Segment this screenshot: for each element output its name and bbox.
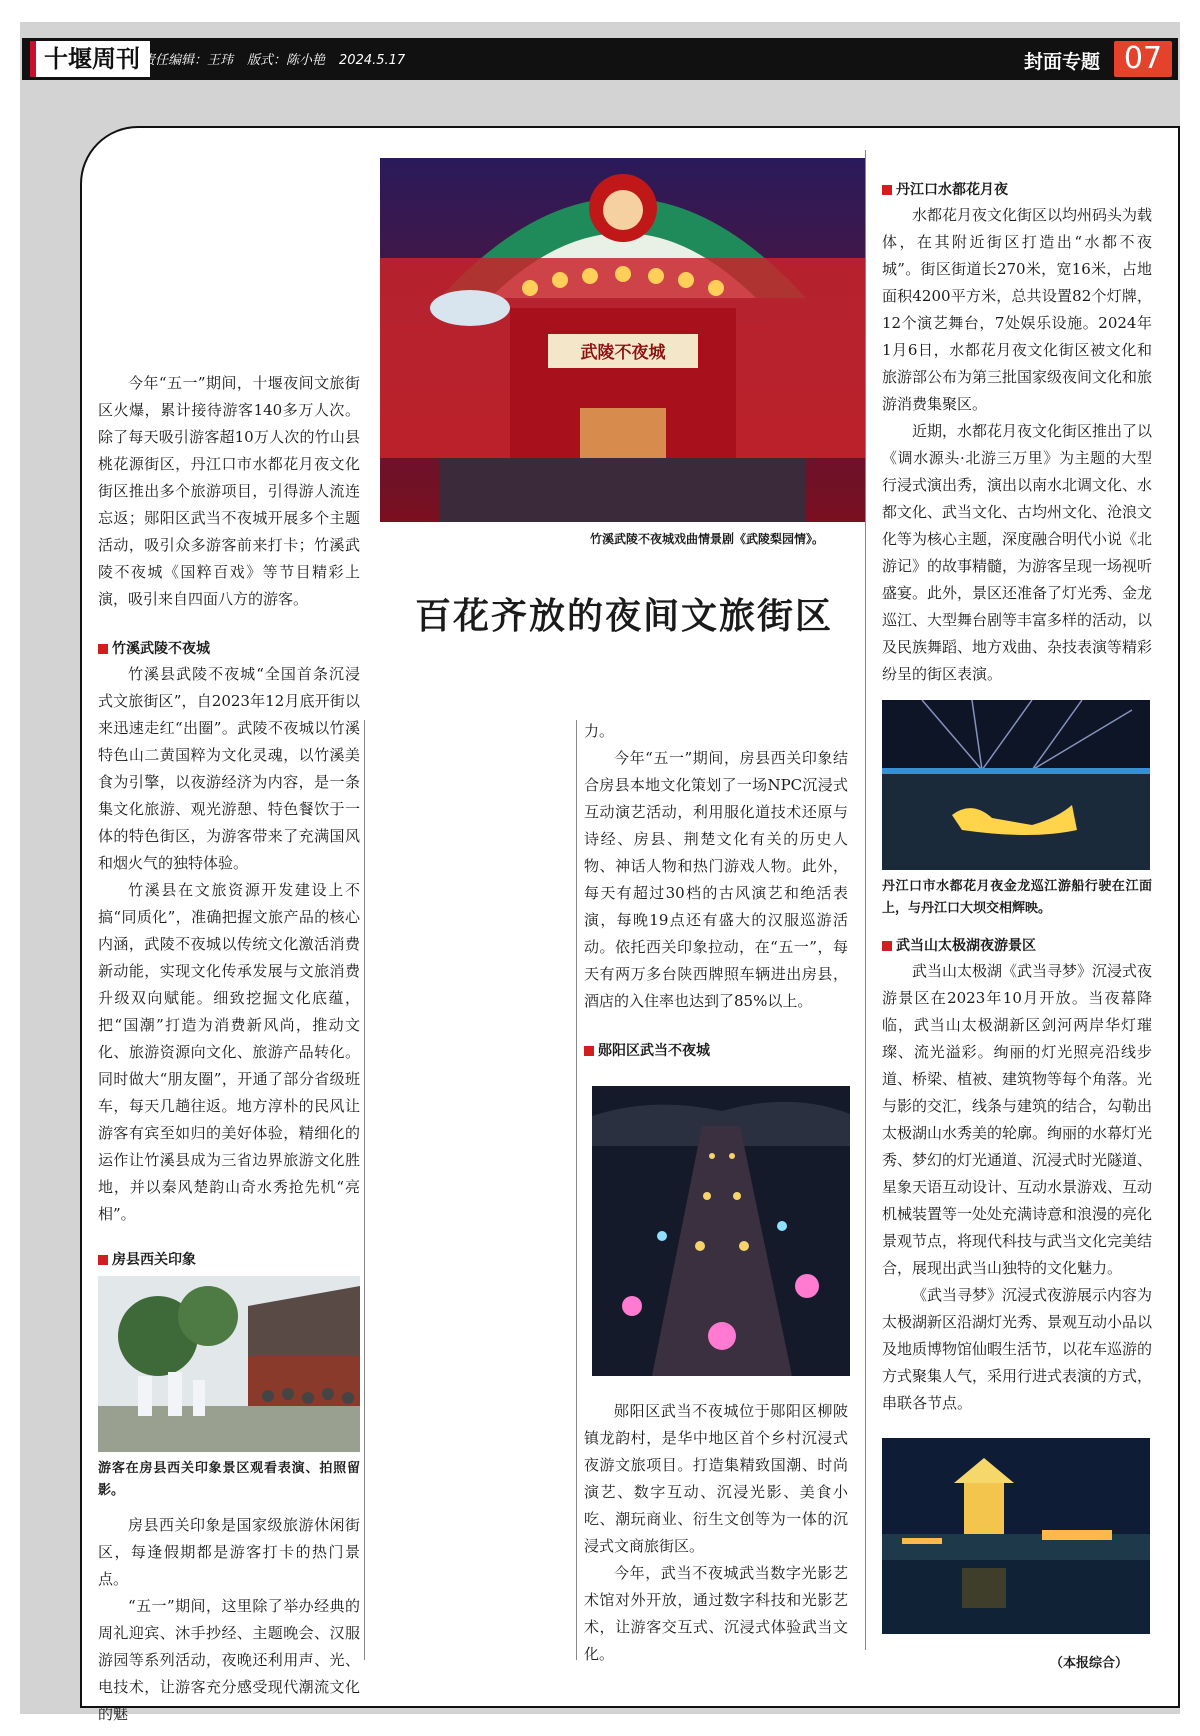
body-paragraph: 房县西关印象是国家级旅游休闲街区，每逢假期都是游客打卡的热门景点。 bbox=[98, 1516, 360, 1588]
square-bullet-icon bbox=[98, 1255, 108, 1265]
body-paragraph: 竹溪县武陵不夜城“全国首条沉浸式文旅街区”，自2023年12月底开街以来迅速走红“出圈”。武陵不夜城以竹溪特色山二黄国粹为文化灵魂，以竹溪美食为引擎，以夜游经济为内容，是一条集文化旅游、观光游憩、特色餐饮于一体的特色街区，为游客带来了充满国风和烟火气的独特体验。 bbox=[98, 665, 360, 872]
section-heading: 房县西关印象 bbox=[98, 1248, 360, 1272]
stage-sign: 武陵不夜城 bbox=[580, 343, 666, 363]
issue-date: 2024.5.17 bbox=[339, 53, 406, 68]
wudang-nightcity-illustration bbox=[592, 1086, 850, 1376]
column-divider-right bbox=[865, 150, 866, 1650]
opera-stage-photo bbox=[380, 158, 866, 522]
square-bullet-icon bbox=[882, 185, 892, 195]
headline: 百花齐放的夜间文旅街区 bbox=[414, 595, 833, 637]
body-paragraph: 今年，武当不夜城武当数字光影艺术馆对外开放，通过数字科技和光影艺术，让游客交互式、沉浸式体验武当文化。 bbox=[584, 1564, 848, 1663]
body-paragraph: “五一”期间，这里除了举办经典的周礼迎宾、沐手抄经、主题晚会、汉服游园等系列活动，夜晚还利用声、光、电技术，让游客充分感受现代潮流文化的魅 bbox=[98, 1597, 360, 1723]
intro-paragraph: 今年“五一”期间，十堰夜间文旅街区火爆，累计接待游客140多万人次。除了每天吸引游客超10万人次的竹山县桃花源街区，丹江口市水都花月夜文化街区推出多个旅游项目，引得游人流连忘返；郧阳区武当不夜城开展多个主题活动，吸引众多游客前来打卡；竹溪武陵不夜城《国粹百戏》等节目精彩上演，吸引来自四面八方的游客。 bbox=[98, 374, 360, 608]
body-paragraph: 郧阳区武当不夜城位于郧阳区柳陂镇龙韵村，是华中地区首个乡村沉浸式夜游文旅项目。打造集精致国潮、时尚演艺、数字互动、沉浸光影、美食小吃、潮玩商业、衍生文创等为一体的沉浸式文商旅街区。 bbox=[584, 1402, 848, 1555]
header-bar bbox=[22, 38, 1178, 80]
section-heading: 郧阳区武当不夜城 bbox=[584, 1039, 848, 1063]
editor-name: 责任编辑：王玮 bbox=[142, 53, 234, 68]
column-divider-left bbox=[364, 720, 365, 1660]
danjiangkou-photo bbox=[882, 700, 1150, 870]
body-paragraph: 近期，水都花月夜文化街区推出了以《调水源头·北游三万里》为主题的大型行浸式演出秀，演出以南水北调文化、水都文化、武当文化、古均州文化、沧浪文化等为核心主题，深度融合明代小说《北游记》的故事精髓，为游客呈现一场视听盛宴。此外，景区还准备了灯光秀、金龙巡江、大型舞台剧等丰富多样的活动，以及民族舞蹈、地方戏曲、杂技表演等精彩纷呈的街区表演。 bbox=[882, 422, 1153, 683]
body-paragraph: 竹溪县在文旅资源开发建设上不搞“同质化”，准确把握文旅产品的核心内涵，武陵不夜城以传统文化激活消费新动能，实现文化传承发展与文旅消费升级双向赋能。细致挖掘文化底蕴，把“国潮”打造为消费新风尚，推动文化、旅游资源向文化、旅游产品转化。同时做大“朋友圈”，开通了部分省级班车，每天几趟往返。地方淳朴的民风让游客有宾至如归的美好体验，精细化的运作让竹溪县成为三省边界旅游文化胜地，并以秦风楚韵山奇水秀抢先机“亮相”。 bbox=[98, 881, 360, 1223]
newspaper-logo: 十堰周刊 bbox=[30, 41, 150, 77]
left-column bbox=[98, 370, 360, 1728]
wudang-nightcity-photo bbox=[592, 1086, 850, 1376]
right-column-lower bbox=[882, 876, 1152, 1417]
taijihu-illustration bbox=[882, 1438, 1150, 1634]
square-bullet-icon bbox=[98, 644, 108, 654]
section-name: 封面专题 bbox=[1023, 51, 1100, 73]
photo-caption: 丹江口市水都花月夜金龙巡江游船行驶在江面上，与丹江口大坝交相辉映。 bbox=[882, 879, 1152, 916]
square-bullet-icon bbox=[584, 1046, 594, 1056]
square-bullet-icon bbox=[882, 941, 892, 951]
photo-caption: 游客在房县西关印象景区观看表演、拍照留影。 bbox=[98, 1461, 360, 1498]
fangxian-illustration bbox=[98, 1276, 360, 1452]
section-heading: 武当山太极湖夜游景区 bbox=[882, 934, 1152, 958]
middle-column-lower bbox=[584, 1398, 848, 1668]
top-photo-caption: 竹溪武陵不夜城戏曲情景剧《武陵梨园情》。 bbox=[590, 532, 825, 546]
editor-info bbox=[142, 49, 419, 68]
section-heading: 竹溪武陵不夜城 bbox=[98, 637, 360, 661]
body-paragraph: 《武当寻梦》沉浸式夜游展示内容为太极湖新区沿湖灯光秀、景观互动小品以及地质博物馆仙暇生活节，以花车巡游的方式聚集人气，采用行进式表演的方式，串联各节点。 bbox=[882, 1286, 1153, 1412]
middle-column bbox=[584, 718, 848, 1063]
body-paragraph: 今年“五一”期间，房县西关印象结合房县本地文化策划了一场NPC沉浸式互动演艺活动，利用服化道技术还原与诗经、房县、荆楚文化有关的历史人物、神话人物和热门游戏人物。此外，每天有超过30档的古风演艺和绝活表演，每晚19点还有盛大的汉服巡游活动。依托西关印象拉动，在“五一”，每天有两万多台陕西牌照车辆进出房县，酒店的入住率也达到了85%以上。 bbox=[584, 749, 848, 1010]
danjiangkou-illustration bbox=[882, 700, 1150, 870]
layout-name: 版式：陈小艳 bbox=[247, 53, 326, 68]
opera-stage-illustration bbox=[380, 158, 866, 522]
page-number: 07 bbox=[1114, 41, 1172, 77]
body-paragraph: 力。 bbox=[584, 722, 615, 740]
section-heading: 丹江口水都花月夜 bbox=[882, 178, 1152, 202]
body-paragraph: 武当山太极湖《武当寻梦》沉浸式夜游景区在2023年10月开放。当夜幕降临，武当山太极湖新区剑河两岸华灯璀璨、流光溢彩。绚丽的灯光照亮沿线步道、桥梁、植被、建筑物等每个角落。光与影的交汇，线条与建筑的结合，勾勒出太极湖山水秀美的轮廓。绚丽的水幕灯光秀、梦幻的灯光通道、沉浸式时光隧道、星象天语互动设计、互动水景游戏、互动机械装置等一处处充满诗意和浪漫的亮化景观节点，将现代科技与武当文化完美结合，展现出武当山独特的文化魅力。 bbox=[882, 962, 1153, 1277]
right-column bbox=[882, 178, 1152, 688]
fangxian-photo bbox=[98, 1276, 360, 1452]
body-paragraph: 水都花月夜文化街区以均州码头为载体，在其附近街区打造出“水都不夜城”。街区街道长270米，宽16米，占地面积4200平方米，总共设置82个灯牌，12个演艺舞台，7处娱乐设施。2024年1月6日，水都花月夜文化街区被文化和旅游部公布为第三批国家级夜间文化和旅游消费集聚区。 bbox=[882, 206, 1153, 413]
column-divider-mid bbox=[576, 720, 577, 1660]
source-note: （本报综合） bbox=[1050, 1656, 1129, 1671]
taijihu-photo bbox=[882, 1438, 1150, 1634]
